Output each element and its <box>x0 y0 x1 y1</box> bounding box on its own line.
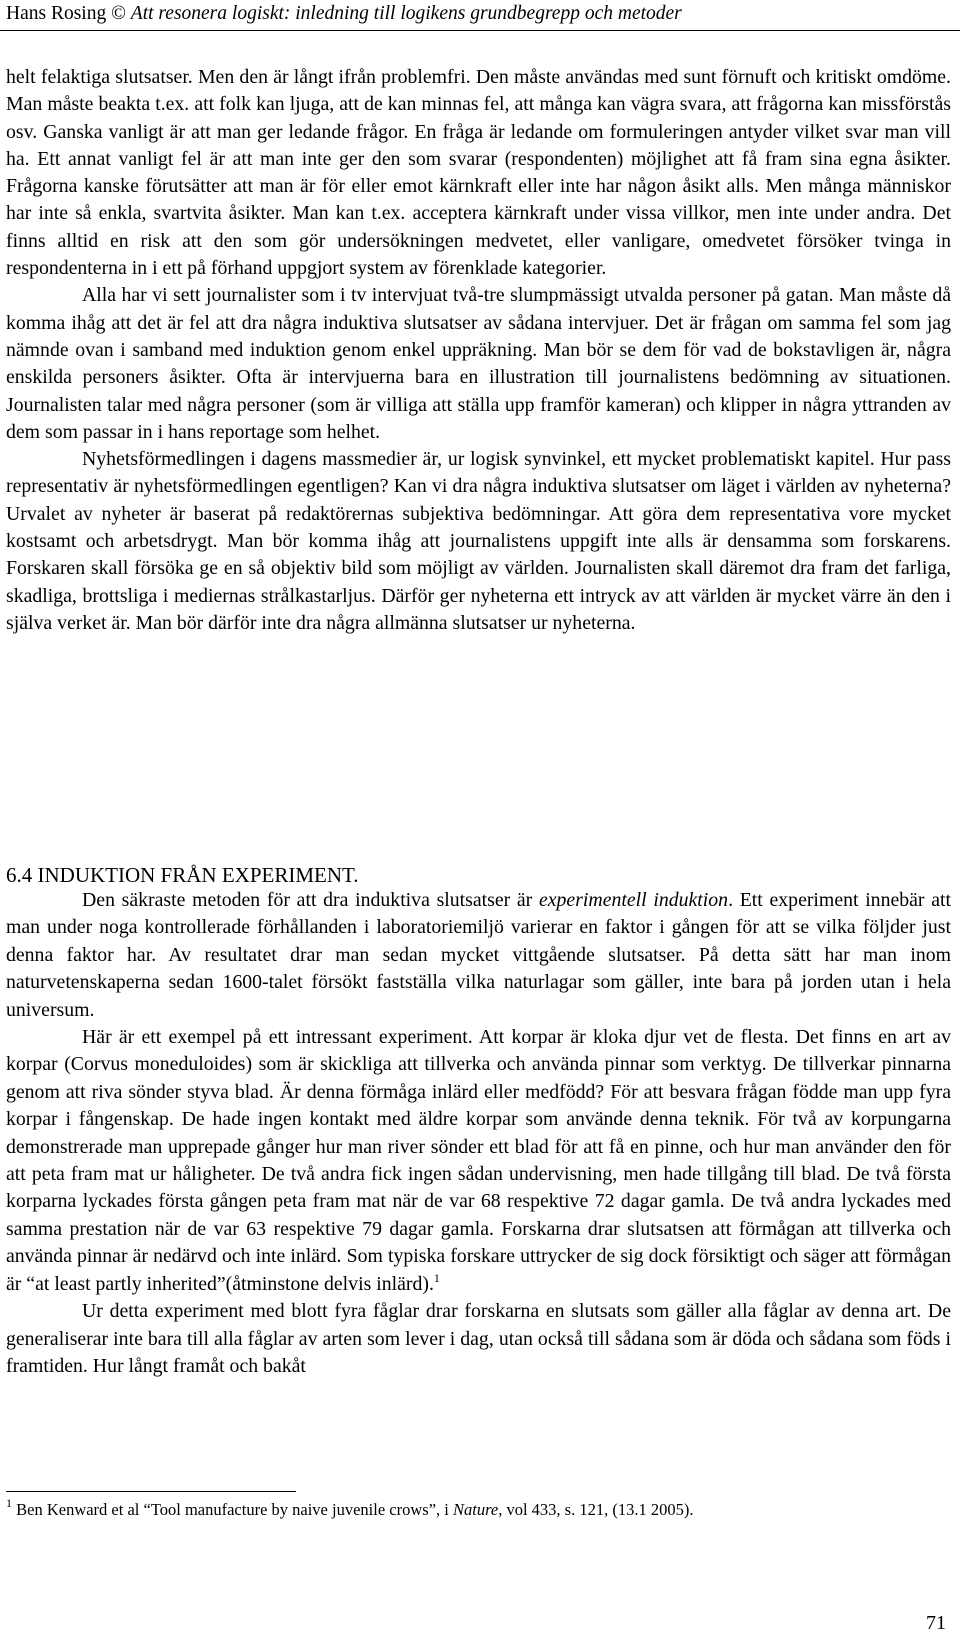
paragraph-generalization: Ur detta experiment med blott fyra fåglar drar forskarna en slutsats som gäller alla fåglar av denna art. De generaliserar inte bara till alla fåglar av arten som lever i dag, utan också till sådana som är döda och sådana som föds i framtiden. Hur långt framåt och bakåt <box>6 1300 951 1377</box>
paragraph-survey-problems: helt felaktiga slutsatser. Men den är långt ifrån problemfri. Den måste användas med sunt förnuft och kritiskt omdöme. Man måste beakta t.ex. att folk kan ljuga, att de kan minnas fel, att många kan vägra svara, att frågorna kan missförstås osv. Ganska vanligt är att man ger ledande frågor. En fråga är ledande om formuleringen antyder vilket svar man vill ha. Ett annat vanligt fel är att man inte ger den som svarar (respondenten) möjlighet att få fram sina egna åsikter. Frågorna kanske förutsätter att man är för eller emot kärnkraft eller inte har någon åsikt alls. Men många människor har inte så enkla, svartvita åsikter. Man kan t.ex. acceptera kärnkraft under vissa villkor, men inte under andra. Det finns alltid en risk att den som gör undersökningen medvetet, eller vanligare, omedvetet försöker tvinga in respondenterna in i ett på förhand uppgjort system av förenklade kategorier. <box>6 66 951 280</box>
footnote <box>6 1496 936 1520</box>
text: . Ett experiment innebär att man under noga kontrollerade förhållanden i laboratoriemiljö varierar en faktor i gången för att se vilka följder just denna faktor har. Av resultatet drar man sedan mycket vittgående slutsatser. På detta sätt har man inom naturvetenskaperna sedan 1600-talet försökt fastställa vilka naturlagar som gäller, inte bara på jorden utan i hela universum. <box>6 889 951 1021</box>
header-book-title: Att resonera logiskt: inledning till logikens grundbegrepp och metoder <box>130 3 682 24</box>
paragraph-experimental-induction <box>6 887 951 1024</box>
body-text-section <box>6 887 951 1380</box>
text: Den säkraste metoden för att dra induktiva slutsatser är <box>82 889 539 911</box>
footnote-text: Ben Kenward et al “Tool manufacture by naive juvenile crows”, i <box>12 1500 453 1519</box>
header-author: Hans Rosing <box>6 3 107 24</box>
section-heading: 6.4 INDUKTION FRÅN EXPERIMENT. <box>6 863 359 887</box>
paragraph-crow-experiment <box>6 1024 951 1298</box>
paragraph-news-media: Nyhetsförmedlingen i dagens massmedier är, ur logisk synvinkel, ett mycket problematiskt kapitel. Hur pass representativ är nyhetsförmedlingen egentligen? Kan vi dra några induktiva slutsatser om läget i världen av nyheterna? Urvalet av nyheter är baserat på redaktörernas subjektiva bedömningar. Att göra dem representativa vore mycket kostsamt och arbetsdrygt. Man bör komma ihåg att journalistens uppgift inte alls är densamma som forskarens. Forskaren skall försöka ge en så objektiv bild som möjligt av världen. Journalisten skall däremot dra fram det farliga, skadliga, brottsliga i mediernas strålkastarljus. Därför ger nyheterna ett intryck av att världen är mycket värre än den i själva verket är. Man bör därför inte dra några allmänna slutsatser ur nyheterna. <box>6 448 951 634</box>
footnote-journal: Nature <box>452 1500 499 1519</box>
footnote-divider <box>6 1491 296 1492</box>
header-divider <box>0 30 960 31</box>
page-number: 71 <box>926 1612 946 1634</box>
copyright-symbol: © <box>111 3 126 24</box>
footnote-text: , vol 433, s. 121, (13.1 2005). <box>498 1500 694 1519</box>
running-header <box>6 2 954 26</box>
footnote-reference[interactable]: 1 <box>433 1270 440 1285</box>
paragraph-tv-interviews: Alla har vi sett journalister som i tv intervjuat två-tre slumpmässigt utvalda personer på gatan. Man måste då komma ihåg att det är fel att dra några induktiva slutsatser av sådana intervjuer. Det är frågan om samma fel som jag nämnde ovan i samband med induktion genom enkel uppräkning. Man bör se dem för vad de bokstavligen är, några enskilda personers åsikter. Ofta är intervjuerna bara en illustration till journalistens bedömning av situationen. Journalisten talar med några personer (som är villiga att ställa upp framför kameran) och klipper in några yttranden av dem som passar in i hans reportage som helhet. <box>6 284 951 443</box>
body-text-top <box>6 64 951 637</box>
footnote-number: 1 <box>6 1496 12 1510</box>
emphasis-term: experimentell induktion <box>538 889 729 911</box>
text: Här är ett exempel på ett intressant experiment. Att korpar är kloka djur vet de flesta. Det finns en art av korpar (Corvus moneduloides) som är skickliga att tillverka och använda pinnar som verktyg. De tillverkar pinnarna genom att riva sönder styva blad. Är denna förmåga inlärd eller medfödd? För att besvara frågan födde man upp fyra korpar i fångenskap. De hade ingen kontakt med äldre korpar som använde denna teknik. För två av korpungarna demonstrerade man upprepade gånger hur man river sönder ett blad för att få en pinne, och hur man använder den för att peta fram mat ur håligheter. De två andra fick ingen sådan undervisning, men hade tillgång till blad. De två första korparna lyckades första gången peta fram mat när de var 68 respektive 72 dagar gamla. De två andra lyckades med samma prestation när de var 63 respektive 79 dagar gamla. Forskarna drar slutsatsen att förmågan att tillverka och använda pinnar är nedärvd och inte inlärd. Som typiska forskare uttrycker de sig dock försiktigt och säger att förmågan är “at least partly inherited”(åtminstone delvis inlärd). <box>6 1026 951 1295</box>
